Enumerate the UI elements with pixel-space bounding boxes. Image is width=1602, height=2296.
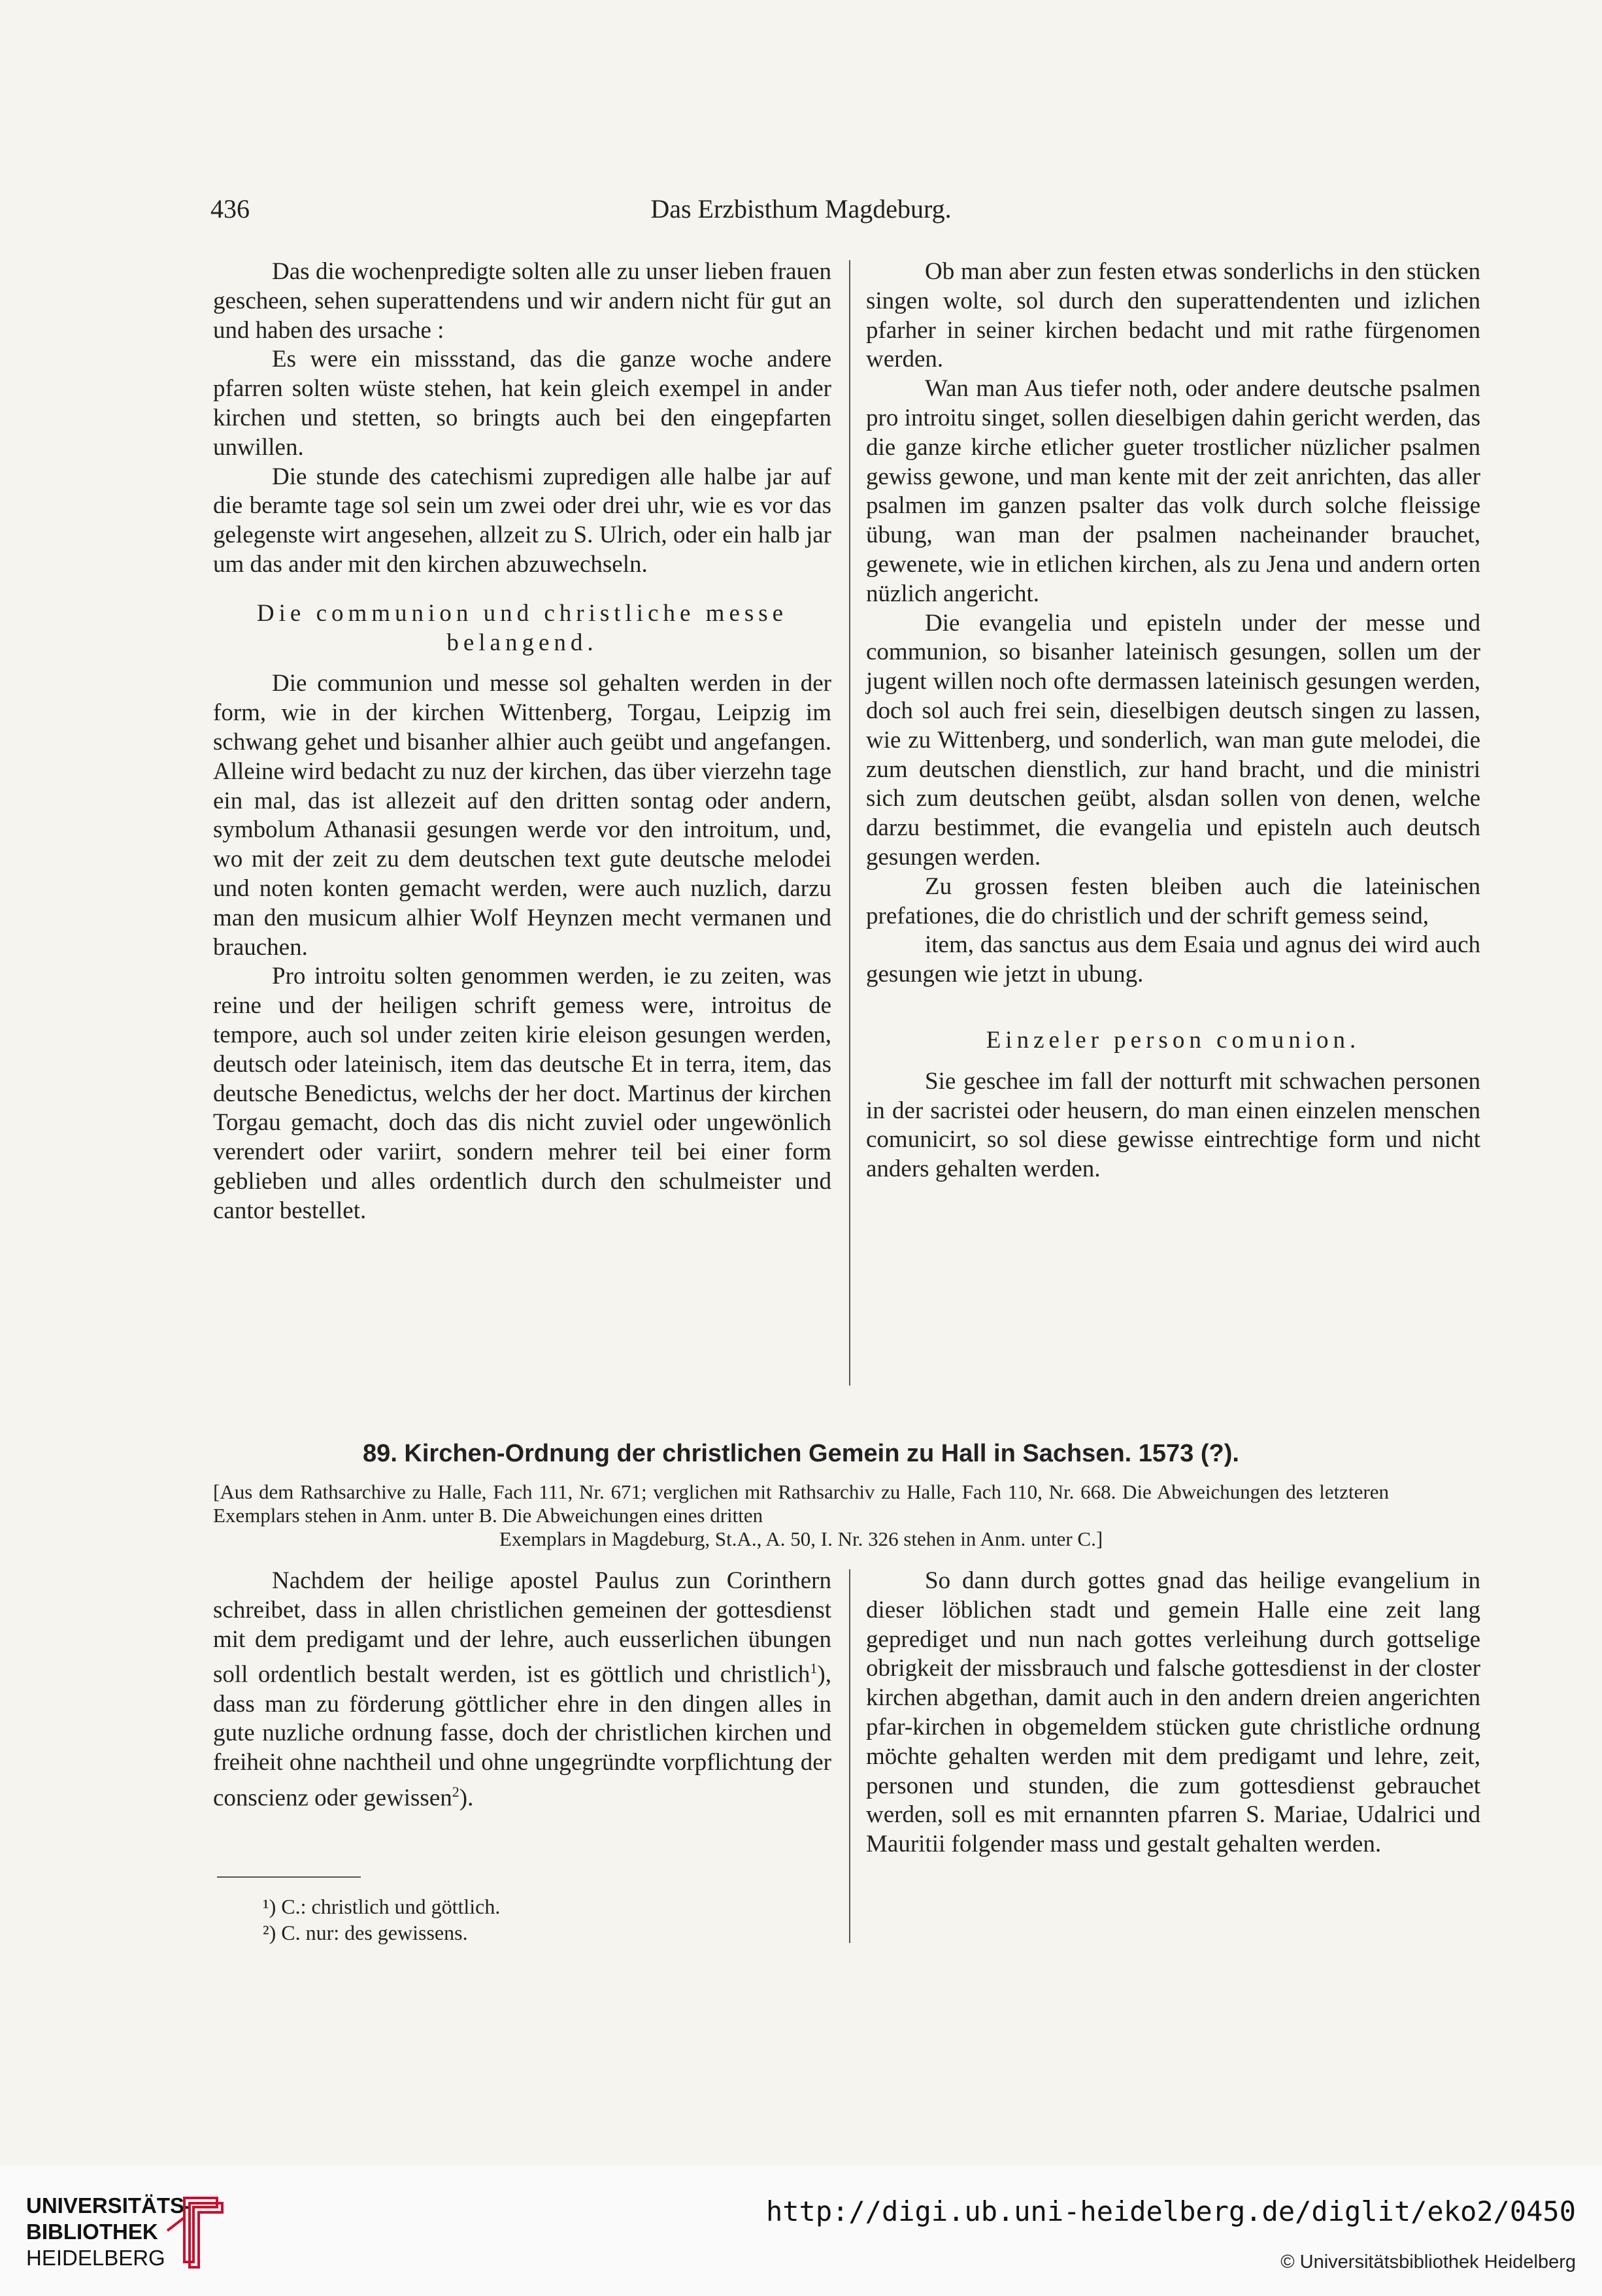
footnotes: [263, 1893, 500, 1946]
paragraph: Sie geschee im fall der notturft mit schwachen personen in der sacristei oder heusern, do man einen einzelen menschen comunicirt, so sol diese gewisse eintrechtige form und nicht anders gehalten werden.: [866, 1067, 1480, 1183]
paragraph: So dann durch gottes gnad das heilige evangelium in dieser löblichen stadt und gemein Halle eine zeit lang geprediget und nun nach gottes verleihung durch gottselige obrigkeit der missbrauch und falsche gottesdienst in der closter kirchen abgethan, damit auch in den andern dreien angerichten pfar-kirchen in obgemeldem stücken gute christliche ordnung möchte gehalten werden mit dem predigamt und lehre, zeit, personen und stunden, die zum gottesdienst gebrauchet werden, soll es mit ernannten pfarren S. Mariae, Udalrici und Mauritii folgender mass und gestalt gehalten werden.: [866, 1567, 1480, 1858]
section-heading: Einzeler person comunion.: [986, 1026, 1361, 1054]
source-note: [213, 1480, 1389, 1551]
source-note-text: [Aus dem Rathsarchive zu Halle, Fach 111, Nr. 671; verglichen mit Rathsarchiv zu Halle, Fach 110, Nr. 668. Die Abweichungen des letzteren Exemplars stehen in Anm. unter B. Die Abweichungen eines dritten: [213, 1480, 1389, 1527]
logo-text: BIBLIOTHEK: [26, 2220, 158, 2244]
paragraph: Zu grossen festen bleiben auch die lateinischen prefationes, die do christlich und der schrift gemess seind,: [866, 873, 1480, 929]
library-logo-mark-icon: [165, 2191, 224, 2269]
permalink-url[interactable]: http://digi.ub.uni-heidelberg.de/diglit/eko2/0450: [765, 2195, 1576, 2227]
column-divider: [849, 1569, 850, 1943]
copyright-text: © Universitätsbibliothek Heidelberg: [1280, 2252, 1576, 2272]
paragraph: Ob man aber zun festen etwas sonderlichs in den stücken singen wolte, sol durch den superattendenten und izlichen pfarher in seiner kirchen bedacht und mit rathe fürgenomen werden.: [866, 258, 1480, 373]
logo-text: HEIDELBERG: [26, 2246, 165, 2270]
column-divider: [849, 260, 850, 1386]
paragraph-text: ).: [459, 1784, 474, 1812]
section-heading: Die communion und christliche messe belangend.: [256, 599, 788, 656]
footnote: ²) C. nur: des gewissens.: [263, 1921, 468, 1944]
running-title: Das Erzbisthum Magdeburg.: [650, 194, 952, 224]
source-note-text: Exemplars in Magdeburg, St.A., A. 50, I. Nr. 326 stehen in Anm. unter C.]: [499, 1527, 1103, 1550]
paragraph: Die evangelia und episteln under der messe und communion, so bisanher lateinisch gesungen, sollen um der jugent willen noch ofte dermassen lateinisch gesungen werden, doch sol auch frei sein, dieselbigen deutsch singen zu lassen, wie zu Wittenberg, und sonderlich, wan man gute melodei, die zum deutschen dienstlich, zur hand bracht, und die ministri sich zum deutschen geübt, alsdan sollen von denen, welche darzu bestimmet, die evangelia und episteln auch deutsch gesungen werden.: [866, 609, 1480, 871]
lower-left-column: [213, 1567, 831, 1813]
upper-left-column: [213, 258, 831, 1226]
lower-right-column: [866, 1567, 1480, 1859]
paragraph: Das die wochenpredigte solten alle zu unser lieben frauen gescheen, sehen superattendens und wir andern nicht für gut an und haben des ursache :: [213, 258, 831, 344]
upper-right-column: [866, 258, 1480, 1184]
paragraph: Wan man Aus tiefer noth, oder andere deutsche psalmen pro introitu singet, sollen dieselbigen dahin gericht werden, das die ganze kirche etlicher gueter trostlicher nüzlicher psalmen gewiss gewone, und man kente mit der zeit anrichten, das aller psalmen im ganzen psalter das volk durch solche fleissige übung, wan man der psalmen nacheinander brauchet, gewenete, wie in etlichen kirchen, als zu Jena und andern orten nüzlich angericht.: [866, 375, 1480, 607]
paragraph: Pro introitu solten genommen werden, ie zu zeiten, was reine und der heiligen schrift gemess were, introitus de tempore, auch sol under zeiten kirie eleison gesungen werden, deutsch oder lateinisch, item das deutsche Et in terra, item, das deutsche Benedictus, welchs der her doct. Martinus der kirchen Torgau gemacht, doch das dis nicht zuviel oder ungewönlich verendert oder variirt, sondern mehrer teil bei einer form geblieben und alles ordentlich durch den schulmeister und cantor bestellet.: [213, 963, 831, 1224]
footnote-marker: 2: [452, 1783, 459, 1800]
paragraph: [213, 1567, 831, 1813]
chapter-title: 89. Kirchen-Ordnung der christlichen Gemein zu Hall in Sachsen. 1573 (?).: [363, 1440, 1239, 1467]
paragraph-text: Nachdem der heilige apostel Paulus zun Corinthern schreibet, dass in allen christlichen gemeinen der gottesdienst mit dem predigamt und der lehre, auch eusserlichen übungen soll ordentlich bestalt werden, ist es göttlich und christlich: [213, 1567, 831, 1688]
paragraph: item, das sanctus aus dem Esaia und agnus dei wird auch gesungen wie jetzt in ubung.: [866, 931, 1480, 988]
page-header: [210, 193, 1392, 233]
paragraph-text: ), dass man zu förderung göttlicher ehre in den dingen alles in gute nuzliche ordnung fasse, doch der christlichen kirchen und freiheit ohne nachtheil und ohne ungegründte vorpflichtung der conscienz oder gewissen: [213, 1661, 831, 1812]
page-number: 436: [210, 194, 250, 224]
logo-text: UNIVERSITÄTS-: [26, 2193, 192, 2218]
footer-bar: [0, 2165, 1602, 2296]
footnote-marker: 1: [810, 1660, 818, 1677]
paragraph: Es were ein missstand, das die ganze woche andere pfarren solten wüste stehen, hat kein gleich exempel in ander kirchen und stetten, so bringts auch bei den eingepfarten unwillen.: [213, 346, 831, 461]
paragraph: Die communion und messe sol gehalten werden in der form, wie in der kirchen Wittenberg, Torgau, Leipzig im schwang gehet und bisanher alhier auch geübt und angefangen. Alleine wird bedacht zu nuz der kirchen, das über vierzehn tage ein mal, das ist allezeit auf den dritten sontag oder andern, symbolum Athanasii gesungen werde vor den introitum, und, wo mit der zeit zu dem deutschen text gute deutsche melodei und noten konten gemacht werden, were auch nuzlich, darzu man den musicum alhier Wolf Heynzen mecht vermanen und brauchen.: [213, 670, 831, 961]
footnote-rule: [217, 1876, 361, 1878]
footnote: ¹) C.: christlich und göttlich.: [263, 1895, 501, 1918]
paragraph: Die stunde des catechismi zupredigen alle halbe jar auf die beramte tage sol sein um zwei oder drei uhr, wie es vor das gelegenste wirt angesehen, allzeit zu S. Ulrich, oder ein halb jar um das ander mit den kirchen abzuwechseln.: [213, 463, 831, 578]
